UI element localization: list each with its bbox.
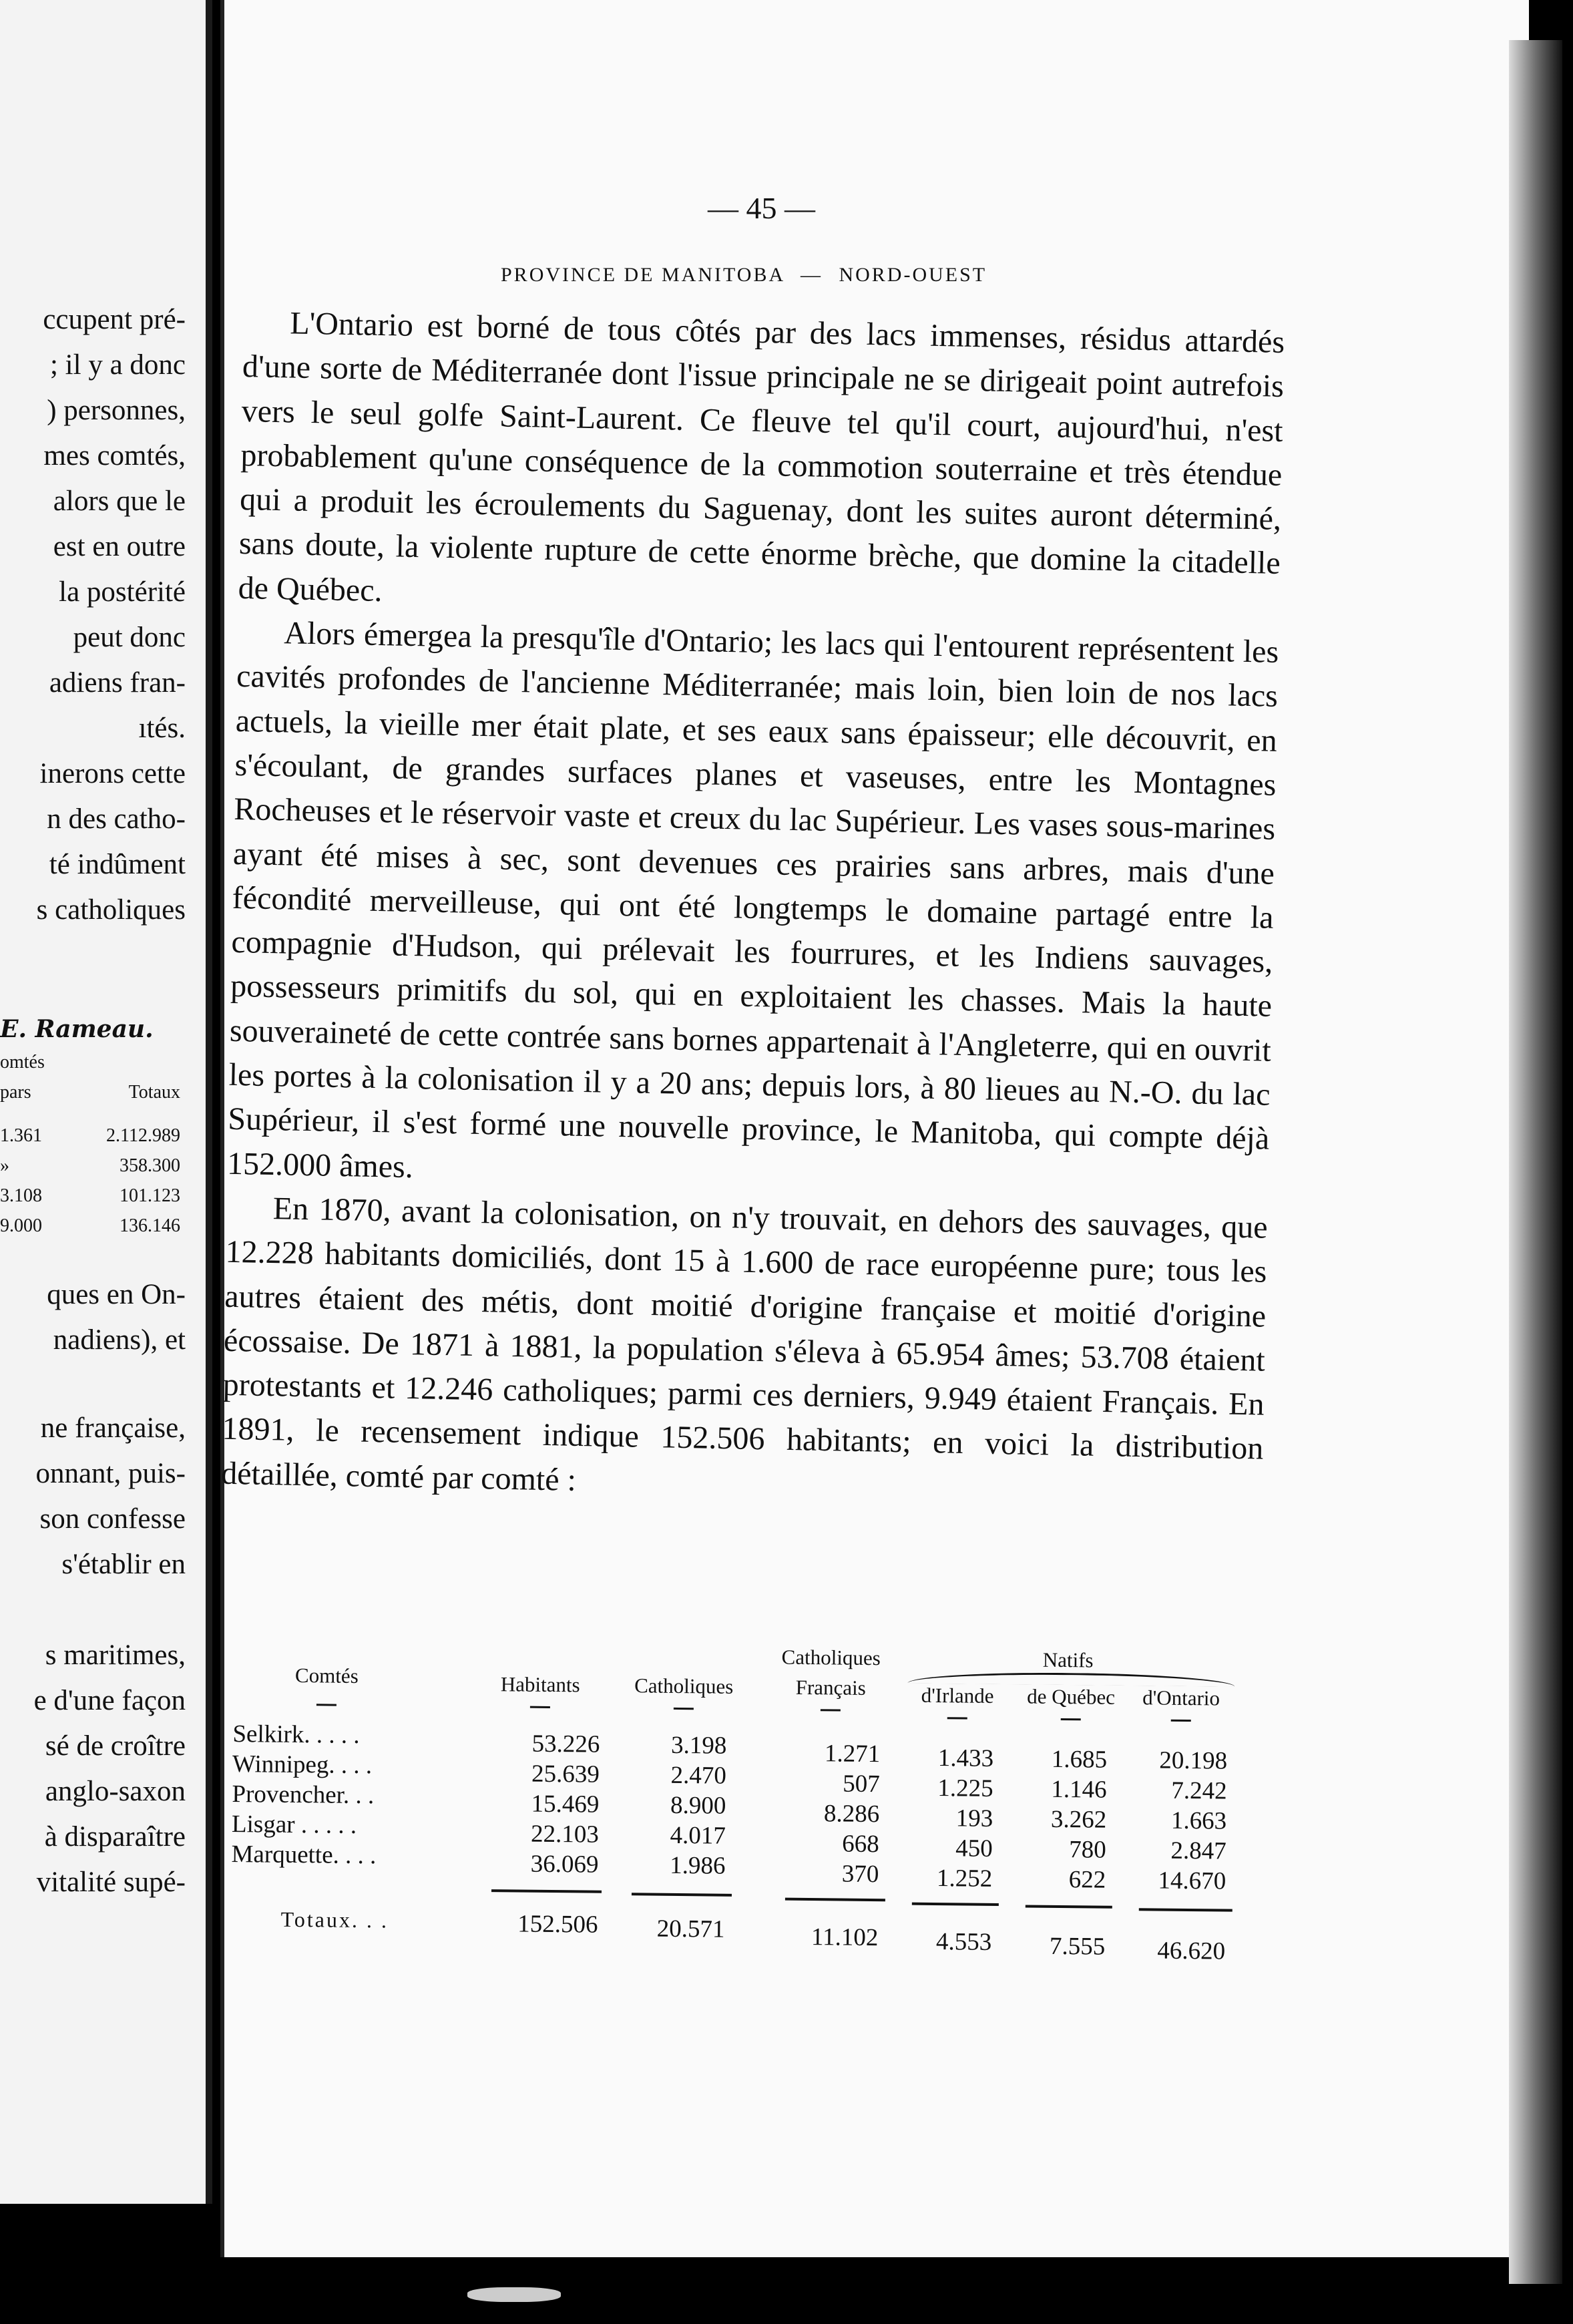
left-table-cell: 136.146 bbox=[120, 1215, 180, 1236]
cell-irlande: 1.252 bbox=[936, 1865, 993, 1893]
cell-quebec: 1.685 bbox=[1051, 1745, 1108, 1774]
header-dash bbox=[530, 1706, 550, 1708]
left-table-row bbox=[0, 1155, 194, 1185]
page-edge-shadow bbox=[1509, 40, 1562, 2284]
header-dash bbox=[1061, 1718, 1081, 1720]
left-table-cell: 2.112.989 bbox=[106, 1125, 180, 1146]
left-table-cell: » bbox=[0, 1155, 9, 1176]
total-rule bbox=[1139, 1908, 1232, 1911]
cell-quebec: 622 bbox=[1068, 1866, 1106, 1894]
cell-ontario: 1.663 bbox=[1170, 1806, 1227, 1835]
left-page-fragment bbox=[0, 0, 212, 2204]
cell-irlande: 193 bbox=[955, 1804, 993, 1832]
left-line: ıtés. bbox=[138, 713, 186, 744]
left-table-cell: 9.000 bbox=[0, 1215, 42, 1236]
header-dash bbox=[674, 1708, 694, 1710]
cell-francais: 1.271 bbox=[824, 1740, 881, 1768]
left-line: sé de croître bbox=[45, 1730, 186, 1762]
left-signature: E. Rameau. bbox=[0, 1015, 154, 1043]
left-line: alors que le bbox=[53, 486, 186, 517]
running-head bbox=[501, 264, 987, 286]
header-dash bbox=[821, 1709, 841, 1711]
left-table-header: pars bbox=[0, 1082, 31, 1103]
left-line: anglo-saxon bbox=[45, 1776, 186, 1807]
left-line: ) personnes, bbox=[47, 395, 186, 426]
total-rule bbox=[785, 1898, 885, 1902]
running-head-left: PROVINCE DE MANITOBA bbox=[501, 264, 784, 286]
left-line: n des catho- bbox=[47, 803, 186, 835]
header-habitants: Habitants bbox=[500, 1672, 580, 1697]
left-line: la postérité bbox=[59, 576, 186, 608]
left-text-block-mid2 bbox=[35, 1406, 186, 1587]
cell-habitants: 15.469 bbox=[531, 1790, 600, 1818]
left-line: ; il y a donc bbox=[49, 349, 186, 381]
cell-catholiques: 4.017 bbox=[670, 1821, 726, 1850]
total-catholiques: 20.571 bbox=[656, 1915, 725, 1943]
cell-irlande: 1.225 bbox=[937, 1774, 993, 1802]
header-comtes: Comtés bbox=[294, 1663, 359, 1688]
left-line: onnant, puis- bbox=[35, 1458, 186, 1489]
left-line: té indûment bbox=[49, 849, 186, 880]
left-table-cell: 358.300 bbox=[120, 1155, 180, 1176]
body-text bbox=[221, 301, 1285, 1516]
cell-habitants: 22.103 bbox=[530, 1820, 600, 1849]
header-catholiques: Catholiques bbox=[634, 1674, 734, 1698]
totals-label: Totaux. . . bbox=[280, 1907, 389, 1933]
cell-catholiques: 3.198 bbox=[670, 1731, 727, 1760]
total-rule bbox=[632, 1893, 732, 1897]
row-name: Lisgar . . . . . bbox=[231, 1810, 357, 1839]
left-table-row bbox=[0, 1185, 194, 1215]
cell-ontario: 7.242 bbox=[1171, 1776, 1227, 1805]
left-line: peut donc bbox=[73, 622, 186, 653]
header-dash bbox=[947, 1717, 967, 1719]
paragraph: En 1870, avant la colonisation, on n'y trouvait, en dehors des sauvages, que 12.228 habitants domiciliés, dont 15 à 1.600 de race européenne pure; tous les autres étaient des métis, dont moitié d'origine française et moitié d'origine écossaise. De 1871 à 1881, la population s'éleva à 65.954 âmes; 53.708 étaient protestants et 12.246 catholiques; parmi ces derniers, 9.949 étaient Français. En 1891, le recensement indique 152.506 habitants; en voici la distribution détaillée, comté par comté : bbox=[220, 1191, 1269, 1498]
page-number: — 45 — bbox=[708, 191, 815, 225]
left-table-cell: 101.123 bbox=[120, 1185, 180, 1206]
header-dash bbox=[1171, 1720, 1191, 1722]
left-table-row bbox=[0, 1215, 194, 1245]
cell-habitants: 25.639 bbox=[531, 1760, 600, 1788]
left-line: à disparaître bbox=[44, 1821, 186, 1853]
cell-habitants: 36.069 bbox=[530, 1850, 599, 1879]
left-table-header: Totaux bbox=[128, 1082, 180, 1103]
left-line: ne française, bbox=[40, 1412, 186, 1444]
total-rule bbox=[1026, 1905, 1112, 1908]
left-line: inerons cette bbox=[39, 758, 186, 789]
total-francais: 11.102 bbox=[811, 1923, 879, 1952]
running-head-right: NORD-OUEST bbox=[839, 264, 987, 286]
left-line: vitalité supé- bbox=[36, 1867, 186, 1898]
cell-habitants: 53.226 bbox=[531, 1730, 600, 1758]
header-quebec: de Québec bbox=[1027, 1684, 1116, 1709]
left-line: s catholiques bbox=[36, 894, 186, 926]
row-name: Marquette. . . . bbox=[231, 1840, 377, 1870]
scan-artifact bbox=[467, 2287, 561, 2302]
cell-quebec: 3.262 bbox=[1050, 1805, 1107, 1834]
left-line: son confesse bbox=[39, 1503, 186, 1535]
cell-ontario: 2.847 bbox=[1170, 1836, 1226, 1865]
row-name: Provencher. . . bbox=[232, 1780, 375, 1810]
left-table-cell: 3.108 bbox=[0, 1185, 42, 1206]
cell-quebec: 780 bbox=[1069, 1836, 1106, 1864]
left-table-header: omtés bbox=[0, 1052, 45, 1073]
header-irlande: d'Irlande bbox=[921, 1683, 994, 1708]
left-table-header-row bbox=[0, 1052, 194, 1082]
total-habitants: 152.506 bbox=[517, 1910, 598, 1939]
cell-francais: 8.286 bbox=[823, 1800, 880, 1828]
left-line: s'établir en bbox=[61, 1549, 186, 1580]
total-quebec: 7.555 bbox=[1049, 1932, 1106, 1961]
left-table-cell: 1.361 bbox=[0, 1125, 42, 1146]
cell-francais: 370 bbox=[841, 1860, 879, 1889]
cell-ontario: 20.198 bbox=[1159, 1746, 1228, 1775]
header-dash bbox=[316, 1704, 336, 1706]
left-line: est en outre bbox=[53, 531, 186, 562]
left-line: ques en On- bbox=[47, 1279, 186, 1310]
cell-irlande: 1.433 bbox=[937, 1744, 994, 1772]
total-irlande: 4.553 bbox=[935, 1928, 992, 1956]
cell-catholiques: 1.986 bbox=[669, 1851, 726, 1880]
cell-catholiques: 2.470 bbox=[670, 1761, 727, 1790]
header-ontario: d'Ontario bbox=[1142, 1686, 1220, 1710]
paragraph: L'Ontario est borné de tous côtés par des lacs immenses, résidus attardés d'une sorte de Méditerranée dont l'issue principale ne se dirigeait point autrefois vers le seul golfe Saint-Laurent. Ce fleuve tel qu'il court, aujourd'hui, n'est probablement qu'une conséquence de la commotion souterraine et très étendue qui a produit les écroulements du Saguenay, dont les suites auront déterminé, sans doute, la violente rupture de cette énorme brèche, que domine la citadelle de Québec. bbox=[238, 305, 1285, 608]
population-table bbox=[230, 1636, 1235, 2007]
left-text-block-mid bbox=[47, 1272, 186, 1363]
header-natifs: Natifs bbox=[1042, 1648, 1094, 1672]
left-text-block-top bbox=[0, 297, 186, 933]
row-name: Winnipeg. . . . bbox=[232, 1750, 373, 1780]
cell-catholiques: 8.900 bbox=[670, 1791, 726, 1820]
header-cath-fr-1: Catholiques bbox=[781, 1645, 881, 1670]
total-rule bbox=[491, 1889, 602, 1893]
cell-quebec: 1.146 bbox=[1051, 1775, 1107, 1804]
paragraph: Alors émergea la presqu'île d'Ontario; les lacs qui l'entourent représentent les cavités profondes de l'ancienne Méditerranée; mais loin, bien loin de nos lacs actuels, la vieille mer était plate, et ses eaux sans épaisseur; elle découvrit, en s'écoulant, de grandes surfaces planes et vaseuses, entre les Montagnes Rocheuses et le réservoir vaste et creux du lac Supérieur. Les vases sous-marines ayant été mises à sec, sont devenues ces prairies sans arbres, mais d'une fécondité merveilleuse, qui ont été longtemps le domaine partagé entre la compagnie d'Hudson, qui prélevait les fourrures, et les Indiens sauvages, possesseurs primitifs du sol, qui en exploitaient les chasses. Mais la haute souveraineté de cette contrée sans bornes appartenait à l'Angleterre, qui en ouvrit les portes à la colonisation il y a 20 ans; depuis lors, à 80 lieues au N.-O. du lac Supérieur, il s'est formé une nouvelle province, le Manitoba, qui compte déjà 152.000 âmes. bbox=[226, 615, 1279, 1185]
row-name: Selkirk. . . . . bbox=[232, 1720, 360, 1749]
left-line: mes comtés, bbox=[43, 440, 186, 471]
left-line: adiens fran- bbox=[49, 667, 186, 699]
header-cath-fr-2: Français bbox=[795, 1675, 866, 1700]
left-text-block-bottom bbox=[34, 1633, 186, 1905]
running-head-separator: — bbox=[800, 264, 823, 286]
cell-ontario: 14.670 bbox=[1158, 1867, 1226, 1895]
left-table-row bbox=[0, 1125, 194, 1155]
left-line: ccupent pré- bbox=[43, 304, 186, 335]
left-line: s maritimes, bbox=[45, 1639, 186, 1671]
cell-francais: 507 bbox=[843, 1770, 880, 1798]
cell-francais: 668 bbox=[842, 1830, 880, 1859]
total-rule bbox=[912, 1903, 999, 1906]
total-ontario: 46.620 bbox=[1157, 1937, 1226, 1965]
left-table bbox=[0, 1052, 194, 1245]
cell-irlande: 450 bbox=[955, 1834, 993, 1863]
left-line: e d'une façon bbox=[33, 1685, 186, 1716]
left-table-header-row bbox=[0, 1082, 194, 1112]
left-line: nadiens), et bbox=[53, 1324, 186, 1356]
